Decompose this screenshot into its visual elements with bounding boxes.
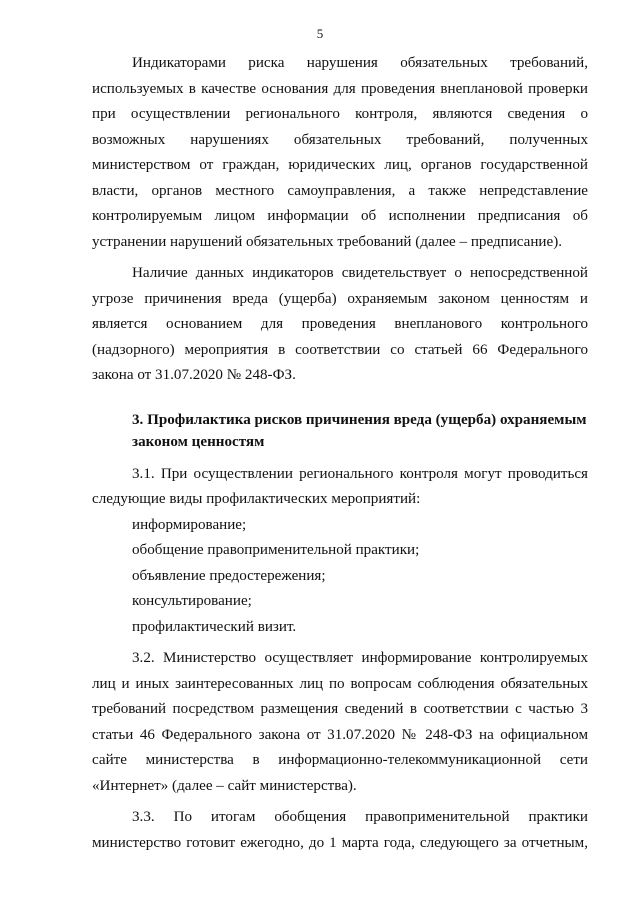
paragraph-indicator-meaning: Наличие данных индикаторов свидетельствует о непосредственной угрозе причинения вреда (ущерба) охраняемым законом ценностям и является основанием для проведения внепланового контрольного (надзорного) мероприятия в соответствии со статьей 66 Федерального закона от 31.07.2020 № 248-ФЗ. (92, 265, 588, 383)
page-number: 5 (316, 26, 324, 41)
paragraph-3-2: 3.2. Министерство осуществляет информирование контролируемых лиц и иных заинтересованных лиц по вопросам соблюдения обязательных требований посредством размещения сведений в соответствии с частью 3 статьи 46 Федерального закона от 31.07.2020 № 248-ФЗ на официальном сайте министерства в информационно-телекоммуникационной сети «Интернет» (далее – сайт министерства). (92, 650, 588, 794)
list-item: информирование; (132, 516, 247, 533)
section-heading-line-2: законом ценностям (132, 433, 265, 450)
list-item: объявление предостережения; (132, 567, 326, 584)
list-item: профилактический визит. (132, 618, 297, 635)
document-body (92, 51, 588, 856)
section-heading-line-1: 3. Профилактика рисков причинения вреда (ущерба) охраняемым (132, 411, 587, 428)
paragraph-risk-indicators: Индикаторами риска нарушения обязательных требований, используемых в качестве основания для проведения внеплановой проверки при осуществлении регионального контроля, являются сведения о возможных нарушениях обязательных требований, полученных министерством от граждан, юридических лиц, органов государственной власти, органов местного самоуправления, а также непредставление контролируемым лицом информации об исполнении предписания об устранении нарушений обязательных требований (далее – предписание). (92, 55, 588, 250)
list-item: обобщение правоприменительной практики; (132, 542, 420, 558)
paragraph-3-3: 3.3. По итогам обобщения правоприменительной практики министерство готовит ежегодно, до 1 марта года, следующего за отчетным, (92, 809, 588, 851)
prevention-measures-list (92, 513, 588, 641)
list-item: консультирование; (132, 593, 252, 609)
paragraph-3-1: 3.1. При осуществлении регионального контроля могут проводиться следующие виды профилактических мероприятий: (92, 465, 588, 507)
section-heading (92, 409, 588, 453)
